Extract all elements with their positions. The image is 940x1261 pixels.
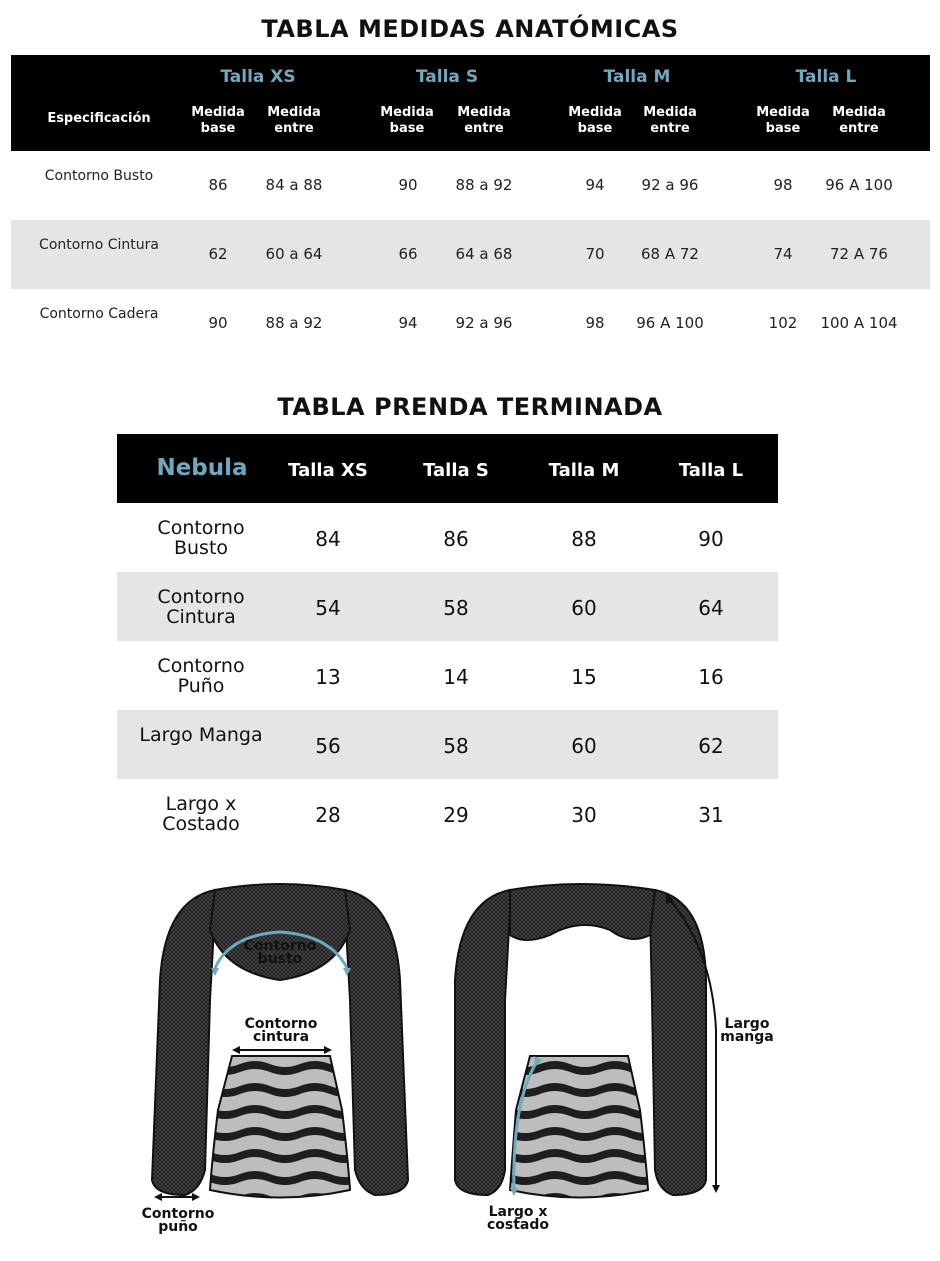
sub-header-range: Medida entre — [267, 105, 321, 136]
cell-value: 60 a 64 — [265, 245, 323, 263]
cell-value: 96 A 100 — [825, 176, 893, 194]
size-header-xs: Talla XS — [288, 460, 368, 481]
cell-value: 96 A 100 — [636, 314, 704, 332]
table-row — [11, 289, 930, 358]
row-label: Contorno Cintura — [157, 586, 245, 628]
garment-measurements-table — [117, 434, 778, 848]
row-label: Contorno Puño — [157, 655, 245, 697]
cell-value: 64 — [698, 596, 724, 620]
size-header-l: Talla L — [678, 460, 744, 481]
cell-value: 92 a 96 — [641, 176, 699, 194]
garment-illustration — [0, 860, 940, 1250]
cell-value: 28 — [315, 803, 341, 827]
sub-header-base: Medida base — [568, 105, 622, 136]
spec-header: Especificación — [47, 111, 151, 126]
row-label: Contorno Cadera — [39, 306, 159, 322]
cell-value: 66 — [398, 245, 418, 263]
cell-value: 88 a 92 — [265, 314, 323, 332]
back-view — [455, 884, 720, 1198]
cell-value: 62 — [208, 245, 228, 263]
cell-value: 72 A 76 — [830, 245, 888, 263]
cell-value: 58 — [443, 734, 469, 758]
table-row — [11, 220, 930, 289]
size-header-m: Talla M — [548, 460, 620, 481]
cell-value: 90 — [208, 314, 228, 332]
row-label: Contorno Busto — [157, 517, 245, 559]
cell-value: 100 A 104 — [820, 314, 898, 332]
row-label: Largo Manga — [139, 724, 263, 746]
product-name: Nebula — [156, 455, 248, 481]
cell-value: 56 — [315, 734, 341, 758]
cell-value: 74 — [773, 245, 793, 263]
size-header-xs: Talla XS — [220, 67, 296, 87]
cell-value: 84 — [315, 527, 341, 551]
cell-value: 86 — [443, 527, 469, 551]
label-contorno-cintura: Contorno cintura — [244, 1016, 318, 1045]
cell-value: 86 — [208, 176, 228, 194]
anatomic-table-title: TABLA MEDIDAS ANATÓMICAS — [261, 15, 679, 43]
cell-value: 70 — [585, 245, 605, 263]
table-row — [117, 779, 778, 848]
garment-table-title: TABLA PRENDA TERMINADA — [277, 393, 663, 421]
sub-header-base: Medida base — [380, 105, 434, 136]
cell-value: 102 — [768, 314, 798, 332]
sub-header-base: Medida base — [756, 105, 810, 136]
sub-header-base: Medida base — [191, 105, 245, 136]
table-row — [11, 151, 930, 220]
anatomic-measurements-table — [11, 55, 930, 358]
label-largo-manga: Largo manga — [720, 1016, 774, 1045]
table-row — [117, 572, 778, 641]
row-label: Largo x Costado — [162, 793, 240, 835]
cell-value: 58 — [443, 596, 469, 620]
cell-value: 92 a 96 — [455, 314, 513, 332]
cell-value: 15 — [571, 665, 597, 689]
cell-value: 90 — [698, 527, 724, 551]
cell-value: 14 — [443, 665, 469, 689]
cell-value: 88 a 92 — [455, 176, 513, 194]
table-row — [117, 710, 778, 779]
cell-value: 30 — [571, 803, 597, 827]
cell-value: 90 — [398, 176, 418, 194]
sub-header-range: Medida entre — [457, 105, 511, 136]
sub-header-range: Medida entre — [832, 105, 886, 136]
cell-value: 98 — [773, 176, 793, 194]
garment-diagram — [0, 860, 940, 1250]
sub-header-range: Medida entre — [643, 105, 697, 136]
size-header-m: Talla M — [603, 67, 671, 87]
cell-value: 62 — [698, 734, 724, 758]
cell-value: 64 a 68 — [455, 245, 513, 263]
cell-value: 88 — [571, 527, 597, 551]
cell-value: 13 — [315, 665, 341, 689]
cell-value: 29 — [443, 803, 469, 827]
table-row — [117, 503, 778, 572]
cell-value: 54 — [315, 596, 341, 620]
size-header-s: Talla S — [423, 460, 489, 481]
cell-value: 84 a 88 — [265, 176, 323, 194]
size-header-l: Talla L — [795, 67, 857, 87]
cell-value: 68 A 72 — [641, 245, 699, 263]
size-header-s: Talla S — [415, 67, 479, 87]
label-contorno-busto: Contorno busto — [243, 938, 317, 967]
cell-value: 31 — [698, 803, 724, 827]
cell-value: 98 — [585, 314, 605, 332]
cell-value: 94 — [398, 314, 418, 332]
row-label: Contorno Cintura — [39, 237, 159, 253]
row-label: Contorno Busto — [44, 168, 154, 184]
cell-value: 16 — [698, 665, 724, 689]
cell-value: 60 — [571, 734, 597, 758]
label-largo-costado: Largo x costado — [486, 1204, 550, 1233]
garment-table-header — [117, 434, 778, 503]
table-row — [117, 641, 778, 710]
cell-value: 60 — [571, 596, 597, 620]
label-contorno-puno: Contorno puño — [141, 1206, 215, 1235]
cell-value: 94 — [585, 176, 605, 194]
anatomic-table-header — [11, 55, 930, 151]
